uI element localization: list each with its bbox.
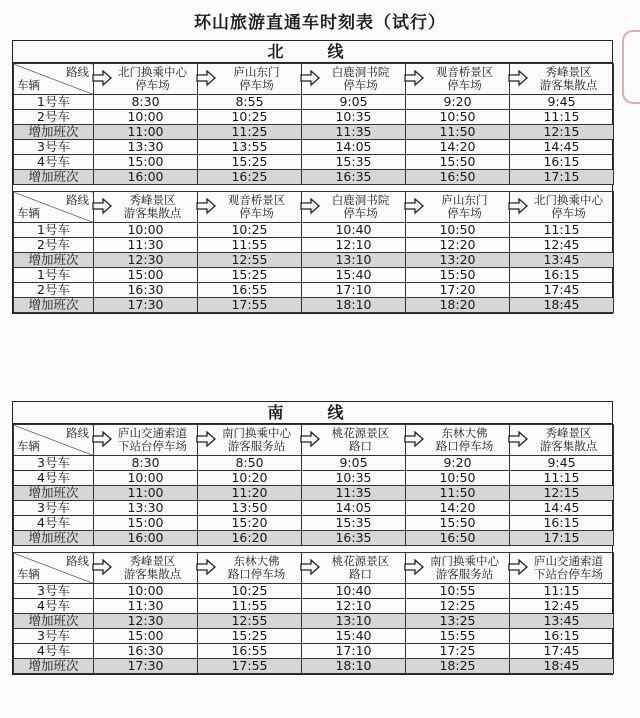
- direction-arrow-icon: [92, 70, 112, 86]
- direction-arrow-icon: [404, 431, 424, 447]
- time-cell: 17:25: [406, 644, 510, 659]
- stop-header: [94, 553, 198, 584]
- time-cell: 10:00: [94, 584, 198, 599]
- vehicle-cell: 4号车: [14, 599, 94, 614]
- stop-name: 北门换乘中心: [534, 193, 603, 207]
- time-cell: 15:20: [198, 516, 302, 531]
- direction-arrow-icon: [508, 431, 528, 447]
- time-cell: 16:35: [302, 170, 406, 185]
- vehicle-cell: 增加班次: [14, 486, 94, 501]
- direction-arrow-icon: [196, 559, 216, 575]
- stop-header: [406, 64, 510, 95]
- table-row: [14, 516, 614, 531]
- stop-name: 桃花源景区: [331, 426, 390, 440]
- stop-name-sub: 停车场: [551, 206, 586, 220]
- extra-trip-row: [14, 170, 614, 185]
- direction-arrow-icon: [300, 198, 320, 214]
- stop-name-sub: 路口停车场: [227, 567, 286, 581]
- stop-name: 观音桥景区: [227, 193, 286, 207]
- time-cell: 14:05: [302, 501, 406, 516]
- vehicle-cell: 3号车: [14, 456, 94, 471]
- time-cell: 11:00: [94, 486, 198, 501]
- stop-name: 秀峰景区: [129, 554, 176, 568]
- time-cell: 12:15: [510, 125, 614, 140]
- stop-header: [94, 192, 198, 223]
- route-header-row: [14, 425, 614, 456]
- stop-header: [406, 192, 510, 223]
- time-cell: 14:05: [302, 140, 406, 155]
- stop-header: [198, 192, 302, 223]
- direction-arrow-icon: [92, 431, 112, 447]
- stop-header: [302, 425, 406, 456]
- time-cell: 11:15: [510, 471, 614, 486]
- time-cell: 9:20: [406, 456, 510, 471]
- time-cell: 15:40: [302, 629, 406, 644]
- time-cell: 10:00: [94, 110, 198, 125]
- stop-name-sub: 下站台停车场: [118, 439, 187, 453]
- stop-name-sub: 路口: [349, 439, 372, 453]
- extra-trip-row: [14, 531, 614, 546]
- stop-header: [198, 64, 302, 95]
- stop-header: [510, 425, 614, 456]
- stop-name-sub: 游客集散点: [123, 567, 182, 581]
- time-cell: 18:20: [406, 298, 510, 313]
- direction-arrow-icon: [300, 70, 320, 86]
- time-cell: 14:20: [406, 140, 510, 155]
- stop-name: 东林大佛: [233, 554, 280, 568]
- time-cell: 17:55: [198, 298, 302, 313]
- corner-cell: [14, 192, 94, 223]
- time-cell: 9:45: [510, 95, 614, 110]
- stop-header: [302, 64, 406, 95]
- corner-cell: [14, 64, 94, 95]
- vehicle-cell: 1号车: [14, 95, 94, 110]
- vehicle-cell: 增加班次: [14, 614, 94, 629]
- time-cell: 12:15: [510, 486, 614, 501]
- time-cell: 13:10: [302, 614, 406, 629]
- vehicle-cell: 增加班次: [14, 659, 94, 674]
- vehicle-cell: 增加班次: [14, 531, 94, 546]
- time-cell: 12:25: [406, 599, 510, 614]
- time-cell: 9:05: [302, 95, 406, 110]
- table-row: [14, 629, 614, 644]
- stop-name: 观音桥景区: [435, 65, 494, 79]
- time-cell: 16:55: [198, 283, 302, 298]
- vehicle-cell: 4号车: [14, 516, 94, 531]
- time-cell: 16:20: [198, 531, 302, 546]
- stop-header: [94, 64, 198, 95]
- direction-arrow-icon: [196, 70, 216, 86]
- time-cell: 13:20: [406, 253, 510, 268]
- stop-name-sub: 停车场: [135, 78, 170, 92]
- vehicle-label: 车辆: [17, 439, 40, 453]
- time-cell: 10:25: [198, 223, 302, 238]
- time-cell: 15:55: [406, 629, 510, 644]
- time-cell: 10:25: [198, 584, 302, 599]
- time-cell: 8:30: [94, 95, 198, 110]
- time-cell: 16:00: [94, 531, 198, 546]
- direction-arrow-icon: [404, 70, 424, 86]
- stop-name-sub: 停车场: [239, 206, 274, 220]
- time-cell: 17:30: [94, 298, 198, 313]
- time-cell: 12:10: [302, 599, 406, 614]
- time-cell: 16:30: [94, 644, 198, 659]
- time-cell: 11:55: [198, 238, 302, 253]
- time-cell: 11:35: [302, 486, 406, 501]
- table-row: [14, 501, 614, 516]
- stop-name: 秀峰景区: [129, 193, 176, 207]
- table-row: [14, 268, 614, 283]
- official-seal-stamp: [622, 30, 640, 104]
- stop-name-sub: 下站台停车场: [534, 567, 603, 581]
- time-cell: 8:55: [198, 95, 302, 110]
- direction-arrow-icon: [404, 559, 424, 575]
- time-cell: 10:00: [94, 223, 198, 238]
- time-cell: 15:35: [302, 155, 406, 170]
- time-cell: 17:55: [198, 659, 302, 674]
- time-cell: 16:15: [510, 516, 614, 531]
- time-cell: 15:40: [302, 268, 406, 283]
- time-cell: 15:25: [198, 155, 302, 170]
- time-cell: 8:30: [94, 456, 198, 471]
- time-cell: 16:15: [510, 268, 614, 283]
- stop-name: 庐山交通索道: [118, 426, 187, 440]
- stop-name: 南门换乘中心: [430, 554, 499, 568]
- timetable: [13, 63, 614, 313]
- stop-name-sub: 游客服务站: [435, 567, 494, 581]
- stop-name: 庐山东门: [441, 193, 488, 207]
- time-cell: 16:15: [510, 155, 614, 170]
- time-cell: 17:20: [406, 283, 510, 298]
- time-cell: 13:30: [94, 501, 198, 516]
- direction-arrow-icon: [92, 559, 112, 575]
- time-cell: 11:15: [510, 223, 614, 238]
- time-cell: 13:25: [406, 614, 510, 629]
- stop-header: [510, 64, 614, 95]
- table-row: [14, 110, 614, 125]
- time-cell: 15:25: [198, 268, 302, 283]
- time-cell: 17:15: [510, 170, 614, 185]
- stop-header: [510, 192, 614, 223]
- table-row: [14, 223, 614, 238]
- time-cell: 13:30: [94, 140, 198, 155]
- extra-trip-row: [14, 614, 614, 629]
- time-cell: 9:05: [302, 456, 406, 471]
- time-cell: 18:25: [406, 659, 510, 674]
- time-cell: 10:35: [302, 110, 406, 125]
- vehicle-label: 车辆: [17, 78, 40, 92]
- time-cell: 15:00: [94, 268, 198, 283]
- stop-name-sub: 游客集散点: [539, 78, 598, 92]
- time-cell: 12:45: [510, 599, 614, 614]
- time-cell: 11:50: [406, 125, 510, 140]
- table-row: [14, 584, 614, 599]
- stop-header: [302, 192, 406, 223]
- time-cell: 17:45: [510, 283, 614, 298]
- table-row: [14, 95, 614, 110]
- time-cell: 15:35: [302, 516, 406, 531]
- time-cell: 11:25: [198, 125, 302, 140]
- table-row: [14, 599, 614, 614]
- extra-trip-row: [14, 253, 614, 268]
- time-cell: 16:15: [510, 629, 614, 644]
- timetable: [13, 424, 614, 674]
- time-cell: 9:20: [406, 95, 510, 110]
- time-cell: 17:45: [510, 644, 614, 659]
- time-cell: 14:20: [406, 501, 510, 516]
- time-cell: 15:00: [94, 629, 198, 644]
- stop-name-sub: 游客集散点: [123, 206, 182, 220]
- stop-name: 秀峰景区: [545, 65, 592, 79]
- stop-header: [406, 553, 510, 584]
- stop-name-sub: 游客集散点: [539, 439, 598, 453]
- stop-header: [510, 553, 614, 584]
- vehicle-cell: 增加班次: [14, 125, 94, 140]
- extra-trip-row: [14, 659, 614, 674]
- vehicle-cell: 2号车: [14, 238, 94, 253]
- time-cell: 13:45: [510, 614, 614, 629]
- stop-name: 庐山交通索道: [534, 554, 603, 568]
- stop-name-sub: 游客服务站: [227, 439, 286, 453]
- time-cell: 16:35: [302, 531, 406, 546]
- time-cell: 15:50: [406, 268, 510, 283]
- vehicle-cell: 2号车: [14, 110, 94, 125]
- north-line-section: [12, 40, 613, 314]
- vehicle-cell: 3号车: [14, 629, 94, 644]
- route-header-row: [14, 553, 614, 584]
- stop-name: 秀峰景区: [545, 426, 592, 440]
- time-cell: 15:50: [406, 155, 510, 170]
- time-cell: 11:30: [94, 238, 198, 253]
- stop-name-sub: 停车场: [447, 206, 482, 220]
- section-title: 南 线: [13, 402, 612, 424]
- stop-name: 南门换乘中心: [222, 426, 291, 440]
- stop-name: 桃花源景区: [331, 554, 390, 568]
- south-line-section: [12, 401, 613, 675]
- time-cell: 10:50: [406, 223, 510, 238]
- stop-name: 东林大佛: [441, 426, 488, 440]
- direction-arrow-icon: [508, 70, 528, 86]
- time-cell: 10:50: [406, 110, 510, 125]
- time-cell: 12:55: [198, 614, 302, 629]
- time-cell: 11:50: [406, 486, 510, 501]
- corner-cell: [14, 425, 94, 456]
- table-row: [14, 471, 614, 486]
- extra-trip-row: [14, 125, 614, 140]
- table-row: [14, 155, 614, 170]
- stop-header: [198, 425, 302, 456]
- vehicle-cell: 3号车: [14, 140, 94, 155]
- route-label: 路线: [66, 193, 89, 207]
- time-cell: 18:45: [510, 659, 614, 674]
- route-header-row: [14, 64, 614, 95]
- time-cell: 17:10: [302, 283, 406, 298]
- vehicle-label: 车辆: [17, 206, 40, 220]
- vehicle-cell: 4号车: [14, 644, 94, 659]
- stop-name-sub: 路口: [349, 567, 372, 581]
- stop-name-sub: 停车场: [447, 78, 482, 92]
- direction-arrow-icon: [508, 559, 528, 575]
- time-cell: 16:50: [406, 170, 510, 185]
- time-cell: 10:00: [94, 471, 198, 486]
- time-cell: 10:40: [302, 223, 406, 238]
- direction-arrow-icon: [508, 198, 528, 214]
- vehicle-label: 车辆: [17, 567, 40, 581]
- time-cell: 17:30: [94, 659, 198, 674]
- time-cell: 18:45: [510, 298, 614, 313]
- time-cell: 15:50: [406, 516, 510, 531]
- vehicle-cell: 1号车: [14, 268, 94, 283]
- time-cell: 12:30: [94, 253, 198, 268]
- extra-trip-row: [14, 486, 614, 501]
- time-cell: 17:10: [302, 644, 406, 659]
- stop-name-sub: 路口停车场: [435, 439, 494, 453]
- time-cell: 16:00: [94, 170, 198, 185]
- direction-arrow-icon: [404, 198, 424, 214]
- time-cell: 16:30: [94, 283, 198, 298]
- time-cell: 18:10: [302, 298, 406, 313]
- vehicle-cell: 3号车: [14, 501, 94, 516]
- time-cell: 11:55: [198, 599, 302, 614]
- time-cell: 12:45: [510, 238, 614, 253]
- time-cell: 10:25: [198, 110, 302, 125]
- time-cell: 17:15: [510, 531, 614, 546]
- stop-header: [94, 425, 198, 456]
- time-cell: 11:35: [302, 125, 406, 140]
- time-cell: 13:45: [510, 253, 614, 268]
- vehicle-cell: 增加班次: [14, 298, 94, 313]
- vehicle-cell: 4号车: [14, 471, 94, 486]
- time-cell: 10:50: [406, 471, 510, 486]
- time-cell: 15:25: [198, 629, 302, 644]
- table-row: [14, 456, 614, 471]
- time-cell: 9:45: [510, 456, 614, 471]
- direction-arrow-icon: [92, 198, 112, 214]
- vehicle-cell: 4号车: [14, 155, 94, 170]
- time-cell: 11:20: [198, 486, 302, 501]
- time-cell: 14:45: [510, 501, 614, 516]
- time-cell: 15:00: [94, 155, 198, 170]
- stop-name-sub: 停车场: [343, 78, 378, 92]
- direction-arrow-icon: [300, 431, 320, 447]
- time-cell: 13:50: [198, 501, 302, 516]
- stop-name: 北门换乘中心: [118, 65, 187, 79]
- route-label: 路线: [66, 65, 89, 79]
- vehicle-cell: 3号车: [14, 584, 94, 599]
- time-cell: 10:35: [302, 471, 406, 486]
- time-cell: 12:55: [198, 253, 302, 268]
- vehicle-cell: 增加班次: [14, 170, 94, 185]
- time-cell: 12:20: [406, 238, 510, 253]
- stop-header: [302, 553, 406, 584]
- time-cell: 10:20: [198, 471, 302, 486]
- vehicle-cell: 2号车: [14, 283, 94, 298]
- time-cell: 10:55: [406, 584, 510, 599]
- vehicle-cell: 1号车: [14, 223, 94, 238]
- vehicle-cell: 增加班次: [14, 253, 94, 268]
- stop-name: 庐山东门: [233, 65, 280, 79]
- time-cell: 10:40: [302, 584, 406, 599]
- page-title: 环山旅游直通车时刻表（试行）: [194, 13, 446, 33]
- time-cell: 11:00: [94, 125, 198, 140]
- section-title: 北 线: [13, 41, 612, 63]
- time-cell: 14:45: [510, 140, 614, 155]
- corner-cell: [14, 553, 94, 584]
- time-cell: 15:00: [94, 516, 198, 531]
- time-cell: 11:30: [94, 599, 198, 614]
- time-cell: 12:10: [302, 238, 406, 253]
- route-label: 路线: [66, 426, 89, 440]
- time-cell: 11:15: [510, 110, 614, 125]
- stop-name: 白鹿洞书院: [331, 65, 390, 79]
- time-cell: 18:10: [302, 659, 406, 674]
- stop-header: [406, 425, 510, 456]
- route-header-row: [14, 192, 614, 223]
- time-cell: 16:55: [198, 644, 302, 659]
- direction-arrow-icon: [196, 431, 216, 447]
- stop-name-sub: 停车场: [239, 78, 274, 92]
- stop-name: 白鹿洞书院: [331, 193, 390, 207]
- time-cell: 8:50: [198, 456, 302, 471]
- time-cell: 16:50: [406, 531, 510, 546]
- route-label: 路线: [66, 554, 89, 568]
- time-cell: 12:30: [94, 614, 198, 629]
- table-row: [14, 238, 614, 253]
- stop-name-sub: 停车场: [343, 206, 378, 220]
- table-row: [14, 140, 614, 155]
- extra-trip-row: [14, 298, 614, 313]
- direction-arrow-icon: [196, 198, 216, 214]
- table-row: [14, 283, 614, 298]
- direction-arrow-icon: [300, 559, 320, 575]
- time-cell: 13:10: [302, 253, 406, 268]
- time-cell: 16:25: [198, 170, 302, 185]
- stop-header: [198, 553, 302, 584]
- time-cell: 11:15: [510, 584, 614, 599]
- table-row: [14, 644, 614, 659]
- time-cell: 13:55: [198, 140, 302, 155]
